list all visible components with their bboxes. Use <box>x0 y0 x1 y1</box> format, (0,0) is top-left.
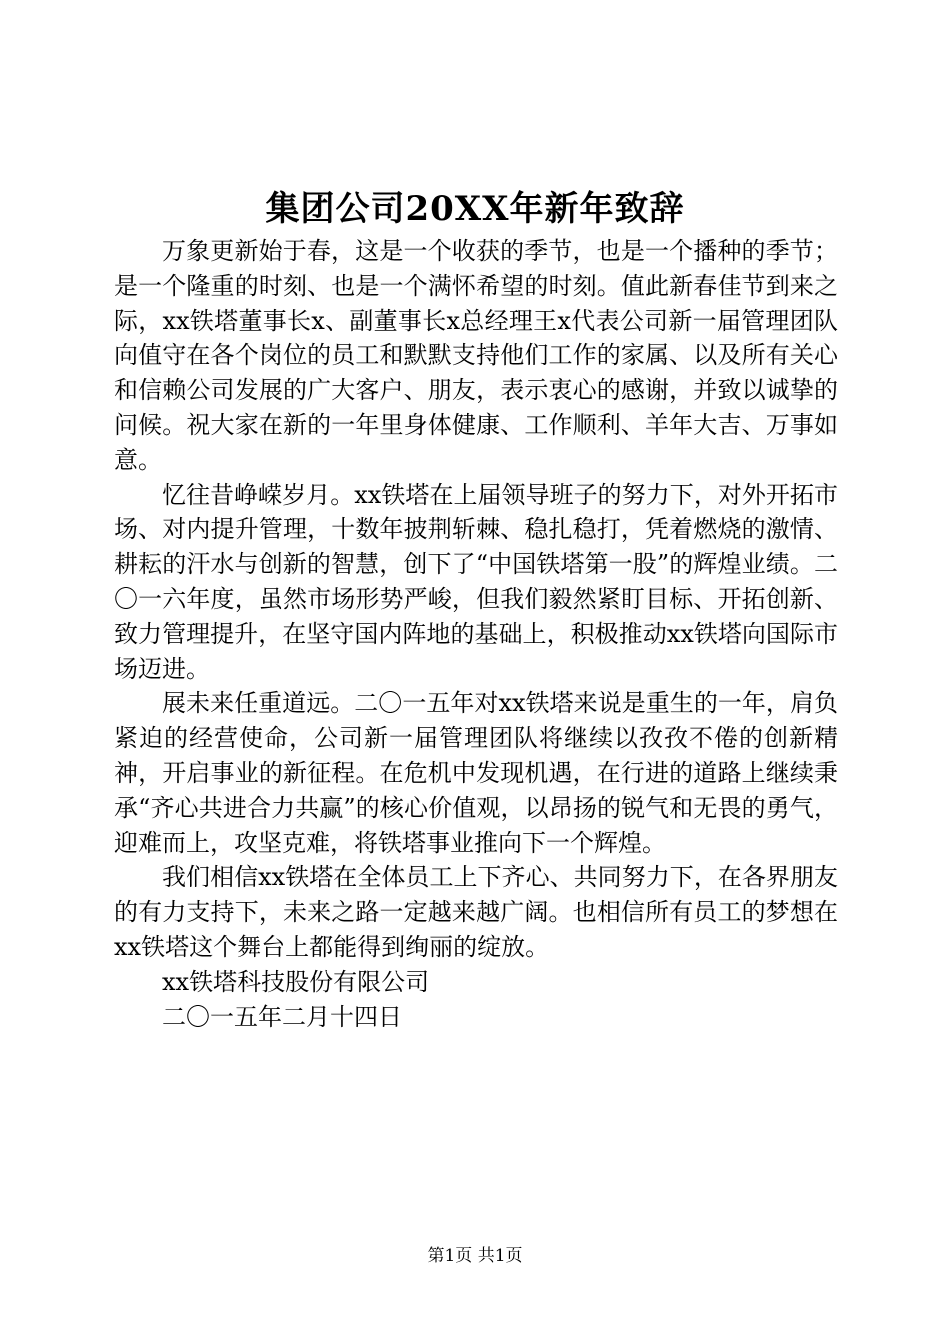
document-body <box>114 234 838 1034</box>
paragraph-outlook: 展未来任重道远。二〇一五年对xx铁塔来说是重生的一年，肩负紧迫的经营使命，公司新一届管理团队将继续以孜孜不倦的创新精神，开启事业的新征程。在危机中发现机遇，在行进的道路上继续秉承“齐心共进合力共赢”的核心价值观，以昂扬的锐气和无畏的勇气，迎难而上，攻坚克难，将铁塔事业推向下一个辉煌。 <box>114 689 838 857</box>
paragraph-closing: 我们相信xx铁塔在全体员工上下齐心、共同努力下，在各界朋友的有力支持下，未来之路一定越来越广阔。也相信所有员工的梦想在xx铁塔这个舞台上都能得到绚丽的绽放。 <box>114 863 838 961</box>
signature-date: 二〇一五年二月十四日 <box>162 1002 402 1031</box>
signature-company: xx铁塔科技股份有限公司 <box>162 967 430 996</box>
document-title: 集团公司20XX年新年致辞 <box>265 189 685 229</box>
paragraph-review: 忆往昔峥嵘岁月。xx铁塔在上届领导班子的努力下，对外开拓市场、对内提升管理，十数年披荆斩棘、稳扎稳打，凭着燃烧的激情、耕耘的汗水与创新的智慧，创下了“中国铁塔第一股”的辉煌业绩。二〇一六年度，虽然市场形势严峻，但我们毅然紧盯目标、开拓创新、致力管理提升，在坚守国内阵地的基础上，积极推动xx铁塔向国际市场迈进。 <box>114 480 838 683</box>
paragraph-greeting: 万象更新始于春，这是一个收获的季节，也是一个播种的季节；是一个隆重的时刻、也是一个满怀希望的时刻。值此新春佳节到来之际，xx铁塔董事长x、副董事长x总经理王x代表公司新一届管理团队向值守在各个岗位的员工和默默支持他们工作的家属、以及所有关心和信赖公司发展的广大客户、朋友，表示衷心的感谢，并致以诚挚的问候。祝大家在新的一年里身体健康、工作顺利、羊年大吉、万事如意。 <box>114 237 838 474</box>
page-number-footer: 第1页 共1页 <box>427 1246 523 1266</box>
